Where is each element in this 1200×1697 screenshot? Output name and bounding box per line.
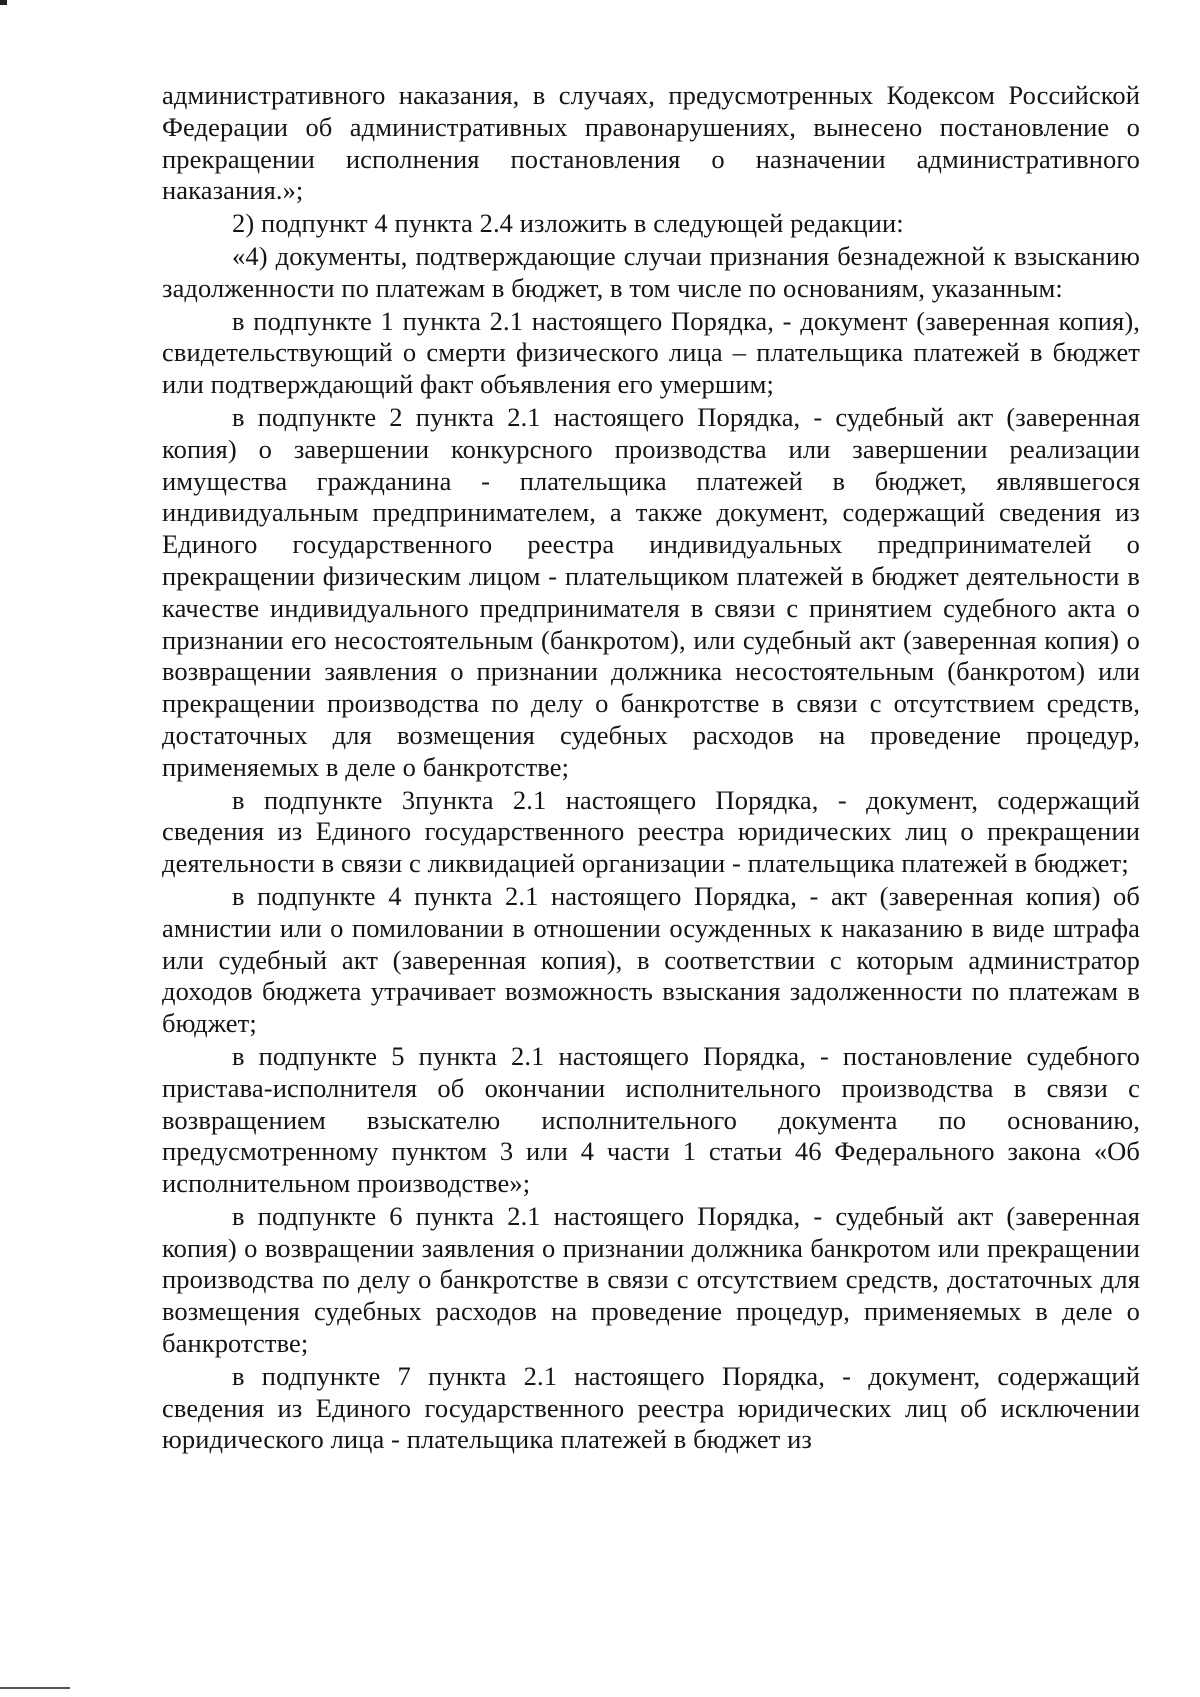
- paragraph-subclause-1: в подпункте 1 пункта 2.1 настоящего Порядка, - документ (заверенная копия), свидетельствующий о смерти физического лица – плательщика платежей в бюджет или подтверждающий факт объявления его умершим;: [162, 305, 1140, 400]
- document-body: [162, 80, 1140, 1457]
- paragraph-continuation: административного наказания, в случаях, предусмотренных Кодексом Российской Федерации об административных правонарушениях, вынесено постановление о прекращении исполнения постановления о назначении административного наказания.»;: [162, 80, 1140, 206]
- paragraph-subclause-6: в подпункте 6 пункта 2.1 настоящего Порядка, - судебный акт (заверенная копия) о возвращении заявления о признании должника банкротом или прекращении производства по делу о банкротстве в связи с отсутствием средств, достаточных для возмещения судебных расходов на проведение процедур, применяемых в деле о банкротстве;: [162, 1200, 1140, 1359]
- paragraph-new-subitem-4: «4) документы, подтверждающие случаи признания безнадежной к взысканию задолженности по платежам в бюджет, в том числе по основаниям, указанным:: [162, 240, 1140, 303]
- paragraph-subclause-2: в подпункте 2 пункта 2.1 настоящего Порядка, - судебный акт (заверенная копия) о завершении конкурсного производства или завершении реализации имущества гражданина - плательщика платежей в бюджет, являвшегося индивидуальным предпринимателем, а также документ, содержащий сведения из Единого государственного реестра индивидуальных предпринимателей о прекращении физическим лицом - плательщиком платежей в бюджет деятельности в качестве индивидуального предпринимателя в связи с принятием судебного акта о признании его несостоятельным (банкротом), или судебный акт (заверенная копия) о возвращении заявления о признании должника несостоятельным (банкротом) или прекращении производства по делу о банкротстве в связи с отсутствием средств, достаточных для возмещения судебных расходов на проведение процедур, применяемых в деле о банкротстве;: [162, 401, 1140, 782]
- paragraph-subclause-4: в подпункте 4 пункта 2.1 настоящего Порядка, - акт (заверенная копия) об амнистии или о помиловании в отношении осужденных к наказанию в виде штрафа или судебный акт (заверенная копия), в соответствии с которым администратор доходов бюджета утрачивает возможность взыскания задолженности по платежам в бюджет;: [162, 880, 1140, 1039]
- scan-corner-mark: [0, 0, 7, 5]
- paragraph-amendment-item-2: 2) подпункт 4 пункта 2.4 изложить в следующей редакции:: [232, 208, 904, 239]
- scan-edge-mark: [0, 1687, 70, 1689]
- paragraph-subclause-7: в подпункте 7 пункта 2.1 настоящего Порядка, - документ, содержащий сведения из Единого государственного реестра юридических лиц об исключении юридического лица - плательщика платежей в бюджет из: [162, 1360, 1140, 1455]
- paragraph-subclause-5: в подпункте 5 пункта 2.1 настоящего Порядка, - постановление судебного пристава-исполнителя об окончании исполнительного производства в связи с возвращением взыскателю исполнительного документа по основанию, предусмотренному пунктом 3 или 4 части 1 статьи 46 Федерального закона «Об исполнительном производстве»;: [162, 1040, 1140, 1199]
- paragraph-subclause-3: в подпункте 3пункта 2.1 настоящего Порядка, - документ, содержащий сведения из Единого государственного реестра юридических лиц о прекращении деятельности в связи с ликвидацией организации - плательщика платежей в бюджет;: [162, 784, 1140, 879]
